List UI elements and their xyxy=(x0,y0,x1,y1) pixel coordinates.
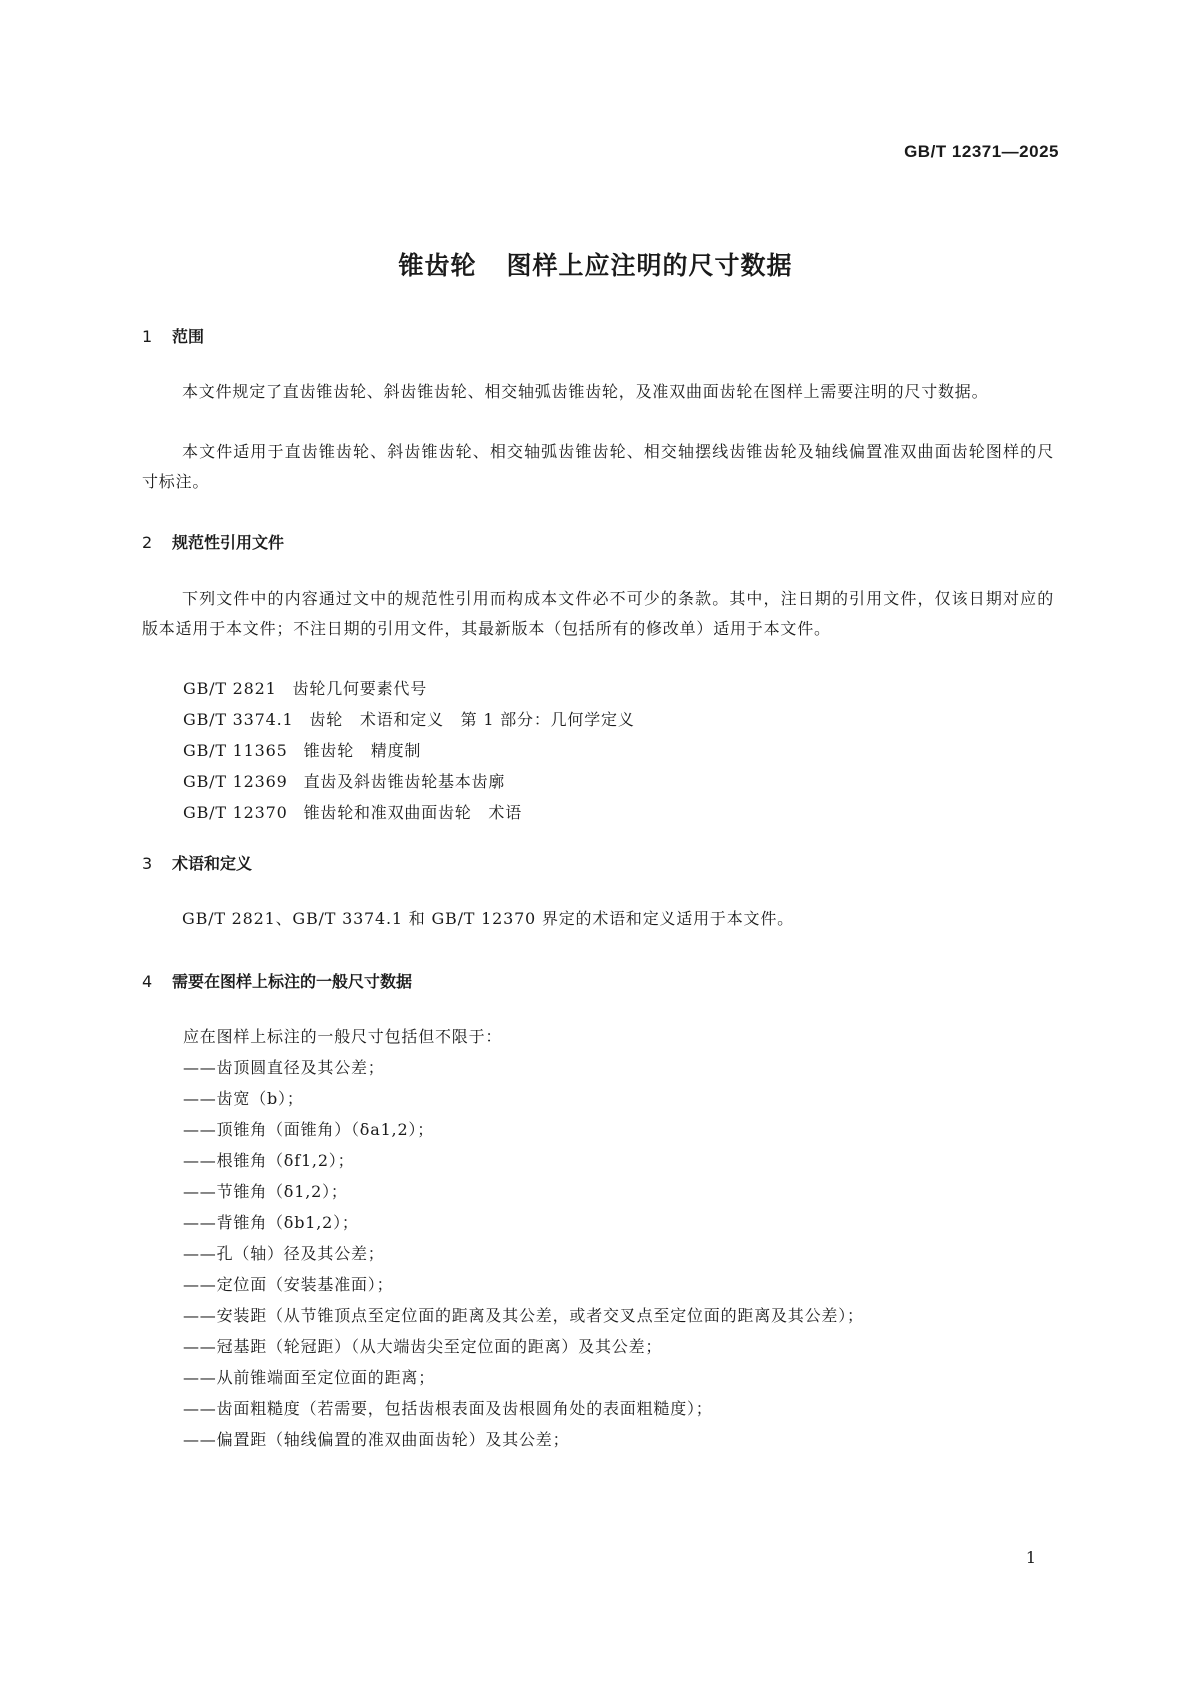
title-part-1: 锥齿轮 xyxy=(398,251,477,280)
reference-title: 直齿及斜齿锥齿轮基本齿廓 xyxy=(303,772,506,791)
normative-references-list xyxy=(183,673,635,828)
list-item: ——安装距（从节锥顶点至定位面的距离及其公差，或者交叉点至定位面的距离及其公差）； xyxy=(183,1306,864,1325)
section-number: 3 xyxy=(142,854,153,873)
list-item: ——齿宽（b）； xyxy=(183,1089,304,1108)
list-item: ——孔（轴）径及其公差； xyxy=(183,1244,385,1263)
list-item: ——偏置距（轴线偏置的准双曲面齿轮）及其公差； xyxy=(183,1430,570,1449)
reference-item xyxy=(183,704,635,735)
section-title: 范围 xyxy=(172,327,205,346)
reference-item xyxy=(183,673,635,704)
section-1-heading xyxy=(142,324,204,347)
list-item: ——齿面粗糙度（若需要，包括齿根表面及齿根圆角处的表面粗糙度）； xyxy=(183,1399,713,1418)
section-title: 需要在图样上标注的一般尺寸数据 xyxy=(172,972,413,991)
general-dimensions-list xyxy=(183,1052,864,1455)
reference-code: GB/T 12370 xyxy=(183,803,288,822)
list-item: ——根锥角（δf1,2）； xyxy=(183,1151,355,1170)
list-item: ——背锥角（δb1,2）； xyxy=(183,1213,359,1232)
section-4-heading xyxy=(142,969,412,992)
list-item: ——齿顶圆直径及其公差； xyxy=(183,1058,385,1077)
section-number: 2 xyxy=(142,533,153,552)
document-title xyxy=(0,246,1191,282)
reference-title: 齿轮 术语和定义 第 1 部分：几何学定义 xyxy=(309,710,635,729)
section-4-lead: 应在图样上标注的一般尺寸包括但不限于： xyxy=(183,1027,503,1046)
reference-title: 锥齿轮 精度制 xyxy=(303,741,422,760)
standard-number: GB/T 12371—2025 xyxy=(904,142,1059,161)
list-item: ——冠基距（轮冠距）（从大端齿尖至定位面的距离）及其公差； xyxy=(183,1337,663,1356)
reference-code: GB/T 3374.1 xyxy=(183,710,294,729)
reference-item xyxy=(183,797,635,828)
reference-code: GB/T 12369 xyxy=(183,772,288,791)
list-item: ——节锥角（δ1,2）； xyxy=(183,1182,348,1201)
reference-code: GB/T 2821 xyxy=(183,679,277,698)
section-number: 4 xyxy=(142,972,153,991)
reference-title: 齿轮几何要素代号 xyxy=(292,679,428,698)
reference-title: 锥齿轮和准双曲面齿轮 术语 xyxy=(303,803,522,822)
section-2-heading xyxy=(142,530,284,553)
title-part-2: 图样上应注明的尺寸数据 xyxy=(506,251,793,280)
list-item: ——定位面（安装基准面）； xyxy=(183,1275,394,1294)
reference-item xyxy=(183,766,635,797)
list-item: ——顶锥角（面锥角）（δa1,2）； xyxy=(183,1120,435,1139)
section-2-intro: 下列文件中的内容通过文中的规范性引用而构成本文件必不可少的条款。其中，注日期的引用文件，仅该日期对应的版本适用于本文件；不注日期的引用文件，其最新版本（包括所有的修改单）适用于本文件。 xyxy=(142,589,1054,638)
page-number: 1 xyxy=(1025,1548,1036,1567)
reference-item xyxy=(183,735,635,766)
reference-code: GB/T 11365 xyxy=(183,741,288,760)
section-1-paragraph-1: 本文件规定了直齿锥齿轮、斜齿锥齿轮、相交轴弧齿锥齿轮，及准双曲面齿轮在图样上需要注明的尺寸数据。 xyxy=(182,382,989,401)
section-3-text: GB/T 2821、GB/T 3374.1 和 GB/T 12370 界定的术语和定义适用于本文件。 xyxy=(182,909,794,928)
section-3-heading xyxy=(142,851,252,874)
section-title: 术语和定义 xyxy=(172,854,253,873)
list-item: ——从前锥端面至定位面的距离； xyxy=(183,1368,436,1387)
section-title: 规范性引用文件 xyxy=(172,533,285,552)
section-number: 1 xyxy=(142,327,153,346)
section-1-paragraph-2: 本文件适用于直齿锥齿轮、斜齿锥齿轮、相交轴弧齿锥齿轮、相交轴摆线齿锥齿轮及轴线偏置准双曲面齿轮图样的尺寸标注。 xyxy=(142,442,1054,491)
